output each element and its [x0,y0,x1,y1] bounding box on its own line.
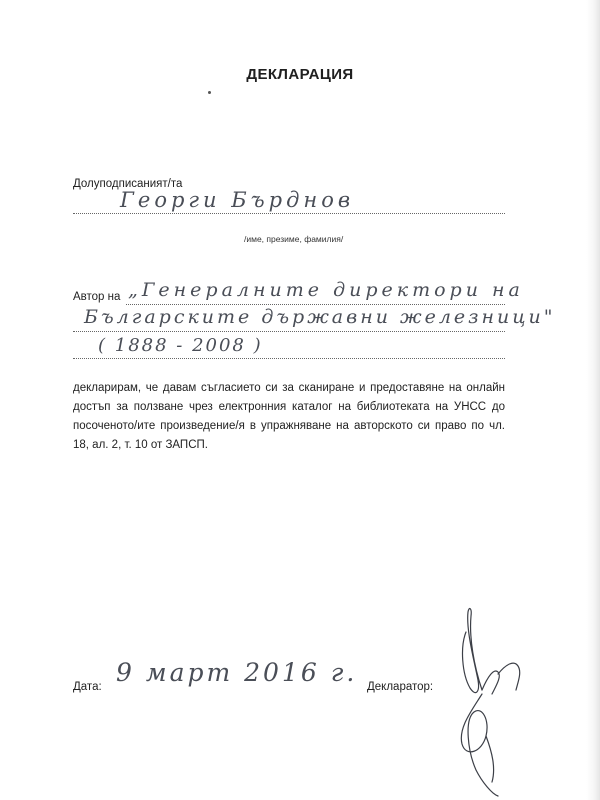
signer-name-line [73,213,505,214]
scan-edge-shadow [586,0,600,800]
declarator-label: Декларатор: [367,681,434,693]
date-handwritten: 9 март 2016 г. [116,658,358,687]
author-line-3 [73,358,505,359]
work-title-line-3: ( 1888 - 2008 ) [98,335,263,356]
author-line-2 [73,331,505,332]
scan-speck [208,91,211,94]
document-title: ДЕКЛАРАЦИЯ [246,66,354,83]
work-title-line-1: „Генералните директори на [128,279,524,301]
declaration-statement: декларирам, че давам съгласието си за сканиране и предоставяне на онлайн достъп за ползване чрез електронния каталог на библиотеката на УНСС до посоченото/ите произведение/я в упражняване на авторското си право по чл. 18, ал. 2, т. 10 от ЗАПСП. [73,382,505,451]
author-label: Автор на [73,291,121,303]
signer-label: Долуподписаният/та [73,178,183,190]
date-label: Дата: [73,681,102,693]
author-line-1 [126,304,505,305]
signer-name-hint: /име, презиме, фамилия/ [244,234,344,244]
work-title-line-2: Българските държавни железници" [84,306,556,328]
handwritten-signature [452,602,542,798]
signer-name-handwritten: Георги Бърднов [120,188,355,212]
